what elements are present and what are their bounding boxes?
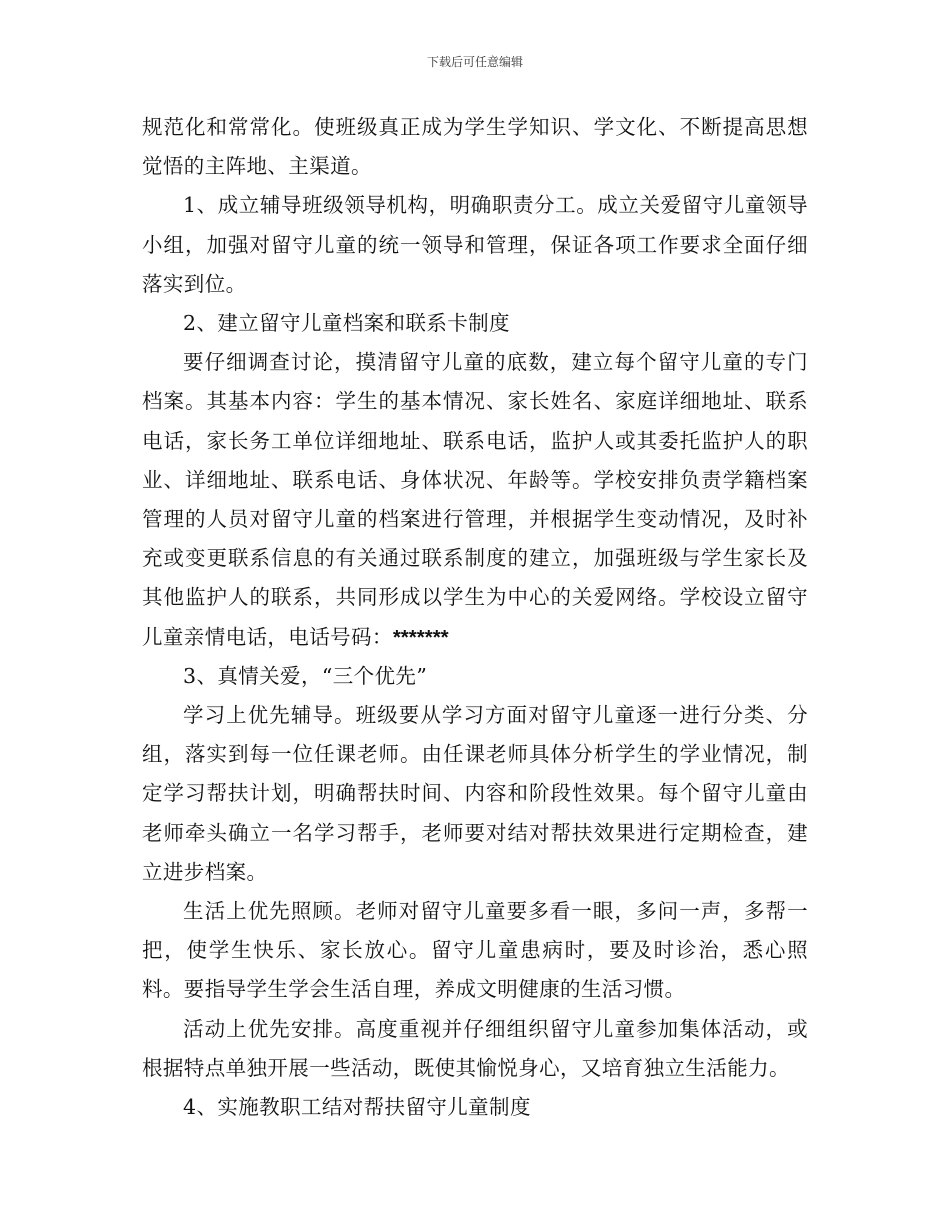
paragraph-activity-priority: 活动上优先安排。高度重视并仔细组织留守儿童参加集体活动，或根据特点单独开展一些活动，既使其愉悦身心，又培育独立生活能力。: [142, 1016, 808, 1080]
phone-number: *******: [392, 625, 449, 649]
paragraph-item-1: 1、成立辅导班级领导机构，明确职责分工。成立关爱留守儿童领导小组，加强对留守儿童的统一领导和管理，保证各项工作要求全面仔细落实到位。: [142, 193, 808, 296]
document-body: [142, 108, 808, 1127]
page-header: 下载后可任意编辑: [426, 55, 523, 69]
section-heading-2: 2、建立留守儿童档案和联系卡制度: [183, 311, 510, 336]
paragraph-archive-text: 要仔细调查讨论，摸清留守儿童的底数，建立每个留守儿童的专门档案。其基本内容：学生的基本情况、家长姓名、家庭详细地址、联系电话，家长务工单位详细地址、联系电话，监护人或其委托监护人的职业、详细地址、联系电话、身体状况、年龄等。学校安排负责学籍档案管理的人员对留守儿童的档案进行管理，并根据学生变动情况，及时补充或变更联系信息的有关通过联系制度的建立，加强班级与学生家长及其他监护人的联系，共同形成以学生为中心的关爱网络。学校设立留守儿童亲情电话，电话号码：: [142, 350, 808, 649]
paragraph-archive: [142, 343, 808, 657]
section-heading-4: 4、实施教职工结对帮扶留守儿童制度: [183, 1095, 531, 1120]
paragraph-study-priority: 学习上优先辅导。班级要从学习方面对留守儿童逐一进行分类、分组，落实到每一位任课老师。由任课老师具体分析学生的学业情况，制定学习帮扶计划，明确帮扶时间、内容和阶段性效果。每个留守儿童由老师牵头确立一名学习帮手，老师要对结对帮扶效果进行定期检查，建立进步档案。: [142, 703, 808, 884]
paragraph-life-priority: 生活上优先照顾。老师对留守儿童要多看一眼，多问一声，多帮一把，使学生快乐、家长放心。留守儿童患病时，要及时诊治，悉心照料。要指导学生学会生活自理，养成文明健康的生活习惯。: [142, 899, 808, 1002]
section-heading-3: 3、真情关爱，“三个优先”: [183, 663, 428, 688]
paragraph-continuation: 规范化和常常化。使班级真正成为学生学知识、学文化、不断提高思想觉悟的主阵地、主渠道。: [142, 115, 808, 179]
